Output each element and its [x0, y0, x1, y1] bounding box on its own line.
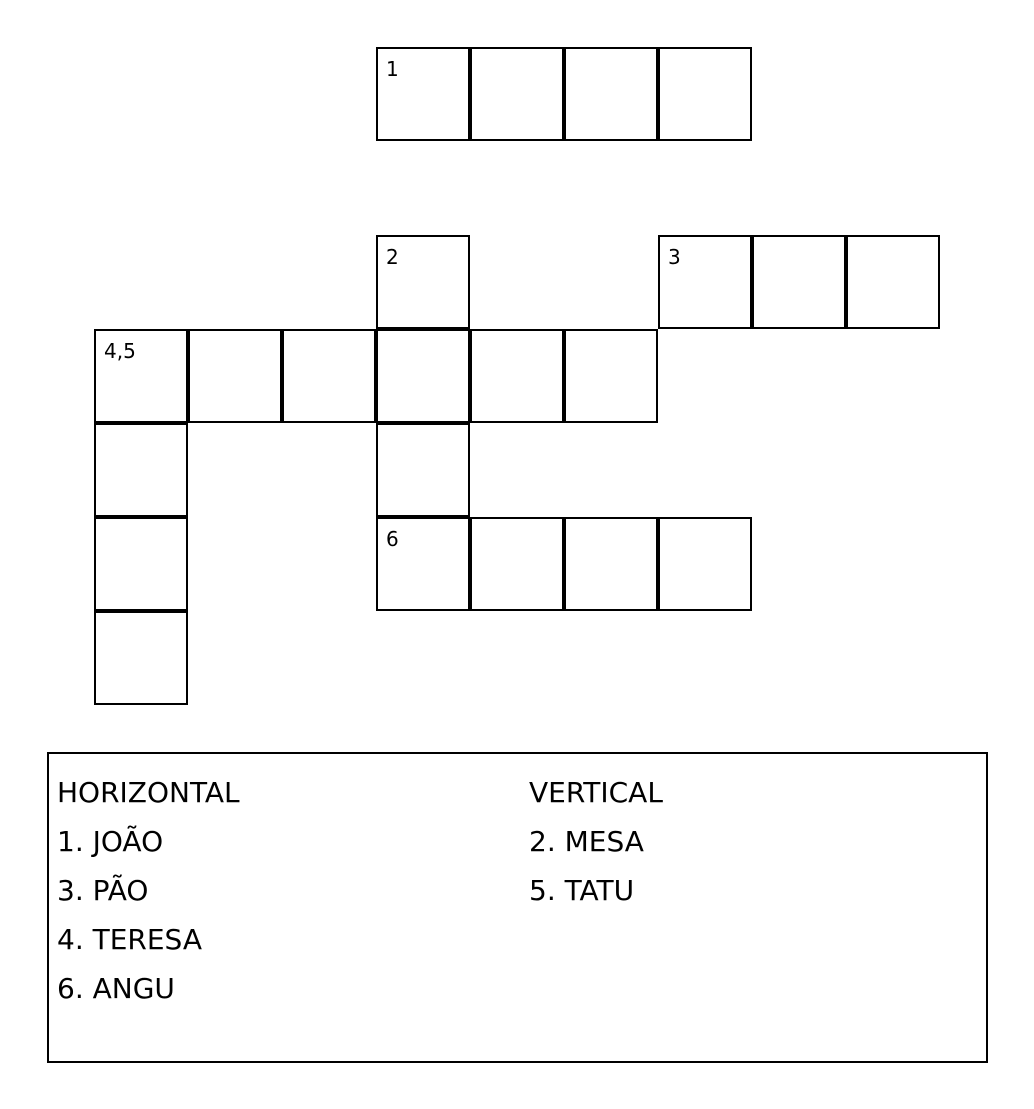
grid-cell[interactable]: [564, 47, 658, 141]
horizontal-clue: 6. ANGU: [57, 972, 175, 1005]
grid-cell[interactable]: [376, 329, 470, 423]
grid-cell[interactable]: [94, 329, 188, 423]
grid-cell[interactable]: [658, 517, 752, 611]
horizontal-clue: 4. TERESA: [57, 923, 203, 956]
grid-cell[interactable]: [470, 329, 564, 423]
grid-cell[interactable]: [376, 47, 470, 141]
grid-cell[interactable]: [658, 47, 752, 141]
horizontal-clues: [57, 768, 240, 1013]
grid-cell[interactable]: [846, 235, 940, 329]
cell-number: 4,5: [104, 339, 136, 363]
vertical-clue: 2. MESA: [529, 825, 644, 858]
grid-cell[interactable]: [752, 235, 846, 329]
horizontal-clue: 3. PÃO: [57, 874, 149, 907]
grid-cell[interactable]: [376, 235, 470, 329]
grid-cell[interactable]: [658, 235, 752, 329]
grid-cell[interactable]: [94, 423, 188, 517]
grid-cell[interactable]: [376, 423, 470, 517]
cell-number: 3: [668, 245, 681, 269]
grid-cell[interactable]: [564, 329, 658, 423]
grid-cell[interactable]: [376, 517, 470, 611]
grid-cell[interactable]: [470, 47, 564, 141]
grid-cell[interactable]: [470, 517, 564, 611]
cell-number: 6: [386, 527, 399, 551]
cell-number: 1: [386, 57, 399, 81]
vertical-clues: [529, 768, 663, 915]
grid-cell[interactable]: [564, 517, 658, 611]
grid-cell[interactable]: [94, 517, 188, 611]
horizontal-heading: HORIZONTAL: [57, 776, 240, 809]
vertical-heading: VERTICAL: [529, 776, 663, 809]
clue-box: [47, 752, 988, 1063]
grid-cell[interactable]: [94, 611, 188, 705]
cell-number: 2: [386, 245, 399, 269]
grid-cell[interactable]: [188, 329, 282, 423]
horizontal-clue: 1. JOÃO: [57, 825, 164, 858]
grid-cell[interactable]: [282, 329, 376, 423]
vertical-clue: 5. TATU: [529, 874, 635, 907]
